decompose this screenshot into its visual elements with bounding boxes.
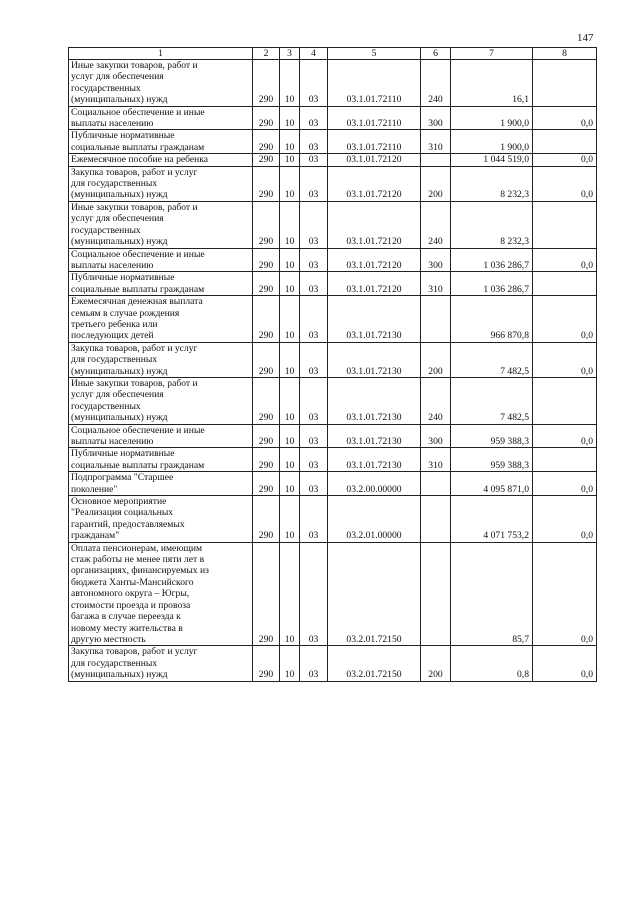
row-section-cell: 10 — [280, 496, 300, 543]
row-section-cell: 10 — [280, 166, 300, 201]
row-amount-cell: 1 044 519,0 — [451, 154, 533, 166]
row-subsection-cell: 03 — [300, 248, 328, 272]
row-section-cell: 10 — [280, 130, 300, 154]
column-header-6: 6 — [421, 48, 451, 60]
row-amount-cell: 1 900,0 — [451, 130, 533, 154]
row-expense-type-cell: 200 — [421, 646, 451, 681]
row-extra-amount-cell: 0,0 — [533, 472, 597, 496]
table-row — [69, 496, 597, 543]
row-target-article-cell: 03.1.01.72130 — [328, 296, 421, 343]
row-expense-type-cell — [421, 296, 451, 343]
row-code-cell: 290 — [253, 166, 280, 201]
row-code-cell: 290 — [253, 342, 280, 377]
row-subsection-cell: 03 — [300, 60, 328, 107]
row-expense-type-cell: 300 — [421, 424, 451, 448]
row-subsection-cell: 03 — [300, 496, 328, 543]
row-expense-type-cell — [421, 542, 451, 646]
row-code-cell: 290 — [253, 448, 280, 472]
row-amount-cell: 959 388,3 — [451, 448, 533, 472]
row-section-cell: 10 — [280, 296, 300, 343]
row-target-article-cell: 03.1.01.72110 — [328, 60, 421, 107]
row-code-cell: 290 — [253, 248, 280, 272]
row-extra-amount-cell: 0,0 — [533, 496, 597, 543]
row-name-cell — [69, 472, 253, 496]
row-section-cell: 10 — [280, 646, 300, 681]
row-name-text: Основное мероприятие "Реализация социальных гарантий, предоставляемых гражданам" — [71, 496, 185, 542]
column-header-8: 8 — [533, 48, 597, 60]
row-section-cell: 10 — [280, 342, 300, 377]
row-name-text: Закупка товаров, работ и услуг для государственных (муниципальных) нужд — [71, 342, 198, 377]
table-row — [69, 130, 597, 154]
row-extra-amount-cell — [533, 130, 597, 154]
table-row — [69, 296, 597, 343]
table-row — [69, 166, 597, 201]
row-code-cell: 290 — [253, 542, 280, 646]
row-section-cell: 10 — [280, 60, 300, 107]
row-name-cell — [69, 542, 253, 646]
row-section-cell: 10 — [280, 424, 300, 448]
row-extra-amount-cell: 0,0 — [533, 166, 597, 201]
row-amount-cell: 7 482,5 — [451, 377, 533, 424]
row-section-cell: 10 — [280, 448, 300, 472]
row-extra-amount-cell — [533, 60, 597, 107]
row-expense-type-cell: 240 — [421, 201, 451, 248]
row-code-cell: 290 — [253, 472, 280, 496]
row-extra-amount-cell — [533, 272, 597, 296]
row-expense-type-cell: 200 — [421, 342, 451, 377]
row-code-cell: 290 — [253, 377, 280, 424]
row-name-text: Оплата пенсионерам, имеющим стаж работы не менее пяти лет в организациях, финансируемых из бюджета Ханты-Мансийского автономного округа – Югры, стоимости проезда и провоза багажа в случае переезда к новому месту жительства в другую местность — [71, 542, 209, 645]
row-target-article-cell: 03.1.01.72120 — [328, 272, 421, 296]
row-amount-cell: 1 036 286,7 — [451, 272, 533, 296]
row-name-cell — [69, 166, 253, 201]
row-section-cell: 10 — [280, 154, 300, 166]
row-code-cell: 290 — [253, 130, 280, 154]
row-subsection-cell: 03 — [300, 201, 328, 248]
row-expense-type-cell: 310 — [421, 272, 451, 296]
row-expense-type-cell — [421, 496, 451, 543]
row-name-text: Закупка товаров, работ и услуг для государственных (муниципальных) нужд — [71, 166, 198, 201]
row-code-cell: 290 — [253, 106, 280, 130]
row-amount-cell: 0,8 — [451, 646, 533, 681]
row-name-cell — [69, 248, 253, 272]
row-name-text: Публичные нормативные социальные выплаты гражданам — [71, 130, 205, 153]
column-header-2: 2 — [253, 48, 280, 60]
row-code-cell: 290 — [253, 201, 280, 248]
column-header-5: 5 — [328, 48, 421, 60]
table-row — [69, 60, 597, 107]
column-header-4: 4 — [300, 48, 328, 60]
row-subsection-cell: 03 — [300, 296, 328, 343]
table-body — [69, 60, 597, 682]
table-row — [69, 424, 597, 448]
row-name-text: Социальное обеспечение и иные выплаты населению — [71, 106, 205, 130]
row-extra-amount-cell: 0,0 — [533, 248, 597, 272]
row-code-cell: 290 — [253, 296, 280, 343]
column-header-1: 1 — [69, 48, 253, 60]
table-row — [69, 201, 597, 248]
row-amount-cell: 85,7 — [451, 542, 533, 646]
row-amount-cell: 4 095 871,0 — [451, 472, 533, 496]
column-header-7: 7 — [451, 48, 533, 60]
row-amount-cell: 966 870,8 — [451, 296, 533, 343]
row-code-cell: 290 — [253, 60, 280, 107]
row-name-cell — [69, 448, 253, 472]
row-amount-cell: 8 232,3 — [451, 166, 533, 201]
table-row — [69, 377, 597, 424]
row-target-article-cell: 03.1.01.72130 — [328, 342, 421, 377]
row-target-article-cell: 03.1.01.72130 — [328, 424, 421, 448]
row-target-article-cell: 03.1.01.72130 — [328, 448, 421, 472]
row-target-article-cell: 03.1.01.72120 — [328, 154, 421, 166]
row-subsection-cell: 03 — [300, 166, 328, 201]
row-subsection-cell: 03 — [300, 472, 328, 496]
row-name-text: Социальное обеспечение и иные выплаты населению — [71, 424, 205, 447]
row-code-cell: 290 — [253, 272, 280, 296]
row-code-cell: 290 — [253, 646, 280, 681]
row-name-text: Иные закупки товаров, работ и услуг для обеспечения государственных (муниципальных) нужд — [71, 201, 198, 248]
row-code-cell: 290 — [253, 424, 280, 448]
row-subsection-cell: 03 — [300, 106, 328, 130]
row-name-text: Социальное обеспечение и иные выплаты населению — [71, 248, 205, 271]
table-row — [69, 448, 597, 472]
row-extra-amount-cell — [533, 377, 597, 424]
row-name-text: Ежемесячное пособие на ребенка — [71, 154, 209, 166]
row-target-article-cell: 03.1.01.72120 — [328, 166, 421, 201]
row-section-cell: 10 — [280, 248, 300, 272]
table-header-row — [69, 48, 597, 60]
row-expense-type-cell: 240 — [421, 60, 451, 107]
row-extra-amount-cell — [533, 201, 597, 248]
row-expense-type-cell: 240 — [421, 377, 451, 424]
row-target-article-cell: 03.1.01.72120 — [328, 201, 421, 248]
table-row — [69, 106, 597, 130]
row-code-cell: 290 — [253, 154, 280, 166]
row-subsection-cell: 03 — [300, 424, 328, 448]
row-amount-cell: 7 482,5 — [451, 342, 533, 377]
row-expense-type-cell: 310 — [421, 130, 451, 154]
row-code-cell: 290 — [253, 496, 280, 543]
row-name-cell — [69, 377, 253, 424]
row-name-cell — [69, 424, 253, 448]
table-row — [69, 272, 597, 296]
row-target-article-cell: 03.2.01.72150 — [328, 646, 421, 681]
row-name-cell — [69, 60, 253, 107]
row-name-cell — [69, 154, 253, 166]
row-target-article-cell: 03.1.01.72120 — [328, 248, 421, 272]
row-target-article-cell: 03.2.00.00000 — [328, 472, 421, 496]
row-name-text: Ежемесячная денежная выплата семьям в случае рождения третьего ребенка или последующих детей — [71, 296, 203, 342]
row-amount-cell: 8 232,3 — [451, 201, 533, 248]
table-row — [69, 472, 597, 496]
row-extra-amount-cell: 0,0 — [533, 542, 597, 646]
row-subsection-cell: 03 — [300, 272, 328, 296]
row-section-cell: 10 — [280, 472, 300, 496]
row-expense-type-cell — [421, 472, 451, 496]
row-name-text: Закупка товаров, работ и услуг для государственных (муниципальных) нужд — [71, 646, 198, 681]
row-subsection-cell: 03 — [300, 342, 328, 377]
table-row — [69, 646, 597, 681]
table-row — [69, 342, 597, 377]
row-expense-type-cell: 200 — [421, 166, 451, 201]
table-row — [69, 542, 597, 646]
row-extra-amount-cell: 0,0 — [533, 106, 597, 130]
column-header-3: 3 — [280, 48, 300, 60]
row-expense-type-cell: 310 — [421, 448, 451, 472]
row-extra-amount-cell: 0,0 — [533, 296, 597, 343]
row-section-cell: 10 — [280, 272, 300, 296]
row-section-cell: 10 — [280, 106, 300, 130]
row-name-cell — [69, 342, 253, 377]
row-amount-cell: 16,1 — [451, 60, 533, 107]
row-name-text: Иные закупки товаров, работ и услуг для обеспечения государственных (муниципальных) нужд — [71, 377, 198, 424]
row-extra-amount-cell: 0,0 — [533, 154, 597, 166]
row-name-cell — [69, 646, 253, 681]
row-subsection-cell: 03 — [300, 377, 328, 424]
row-amount-cell: 959 388,3 — [451, 424, 533, 448]
row-subsection-cell: 03 — [300, 646, 328, 681]
row-expense-type-cell: 300 — [421, 248, 451, 272]
row-extra-amount-cell — [533, 448, 597, 472]
row-extra-amount-cell: 0,0 — [533, 342, 597, 377]
row-target-article-cell: 03.2.01.72150 — [328, 542, 421, 646]
row-name-cell — [69, 496, 253, 543]
row-subsection-cell: 03 — [300, 542, 328, 646]
row-name-cell — [69, 106, 253, 130]
table-row — [69, 248, 597, 272]
row-name-cell — [69, 296, 253, 343]
table-row — [69, 154, 597, 166]
row-expense-type-cell: 300 — [421, 106, 451, 130]
row-name-cell — [69, 130, 253, 154]
row-section-cell: 10 — [280, 542, 300, 646]
row-target-article-cell: 03.1.01.72110 — [328, 106, 421, 130]
row-target-article-cell: 03.2.01.00000 — [328, 496, 421, 543]
row-section-cell: 10 — [280, 377, 300, 424]
row-amount-cell: 1 900,0 — [451, 106, 533, 130]
row-amount-cell: 4 071 753,2 — [451, 496, 533, 543]
row-amount-cell: 1 036 286,7 — [451, 248, 533, 272]
row-subsection-cell: 03 — [300, 448, 328, 472]
row-expense-type-cell — [421, 154, 451, 166]
row-name-text: Иные закупки товаров, работ и услуг для обеспечения государственных (муниципальных) нужд — [71, 60, 198, 106]
row-section-cell: 10 — [280, 201, 300, 248]
row-extra-amount-cell: 0,0 — [533, 646, 597, 681]
row-subsection-cell: 03 — [300, 154, 328, 166]
row-target-article-cell: 03.1.01.72110 — [328, 130, 421, 154]
budget-table — [68, 47, 597, 682]
row-extra-amount-cell: 0,0 — [533, 424, 597, 448]
row-name-cell — [69, 201, 253, 248]
row-target-article-cell: 03.1.01.72130 — [328, 377, 421, 424]
row-name-text: Публичные нормативные социальные выплаты гражданам — [71, 448, 205, 471]
row-subsection-cell: 03 — [300, 130, 328, 154]
page-number: 147 — [577, 32, 594, 44]
row-name-text: Подпрограмма "Старшее поколение" — [71, 472, 174, 495]
row-name-cell — [69, 272, 253, 296]
row-name-text: Публичные нормативные социальные выплаты гражданам — [71, 272, 205, 295]
